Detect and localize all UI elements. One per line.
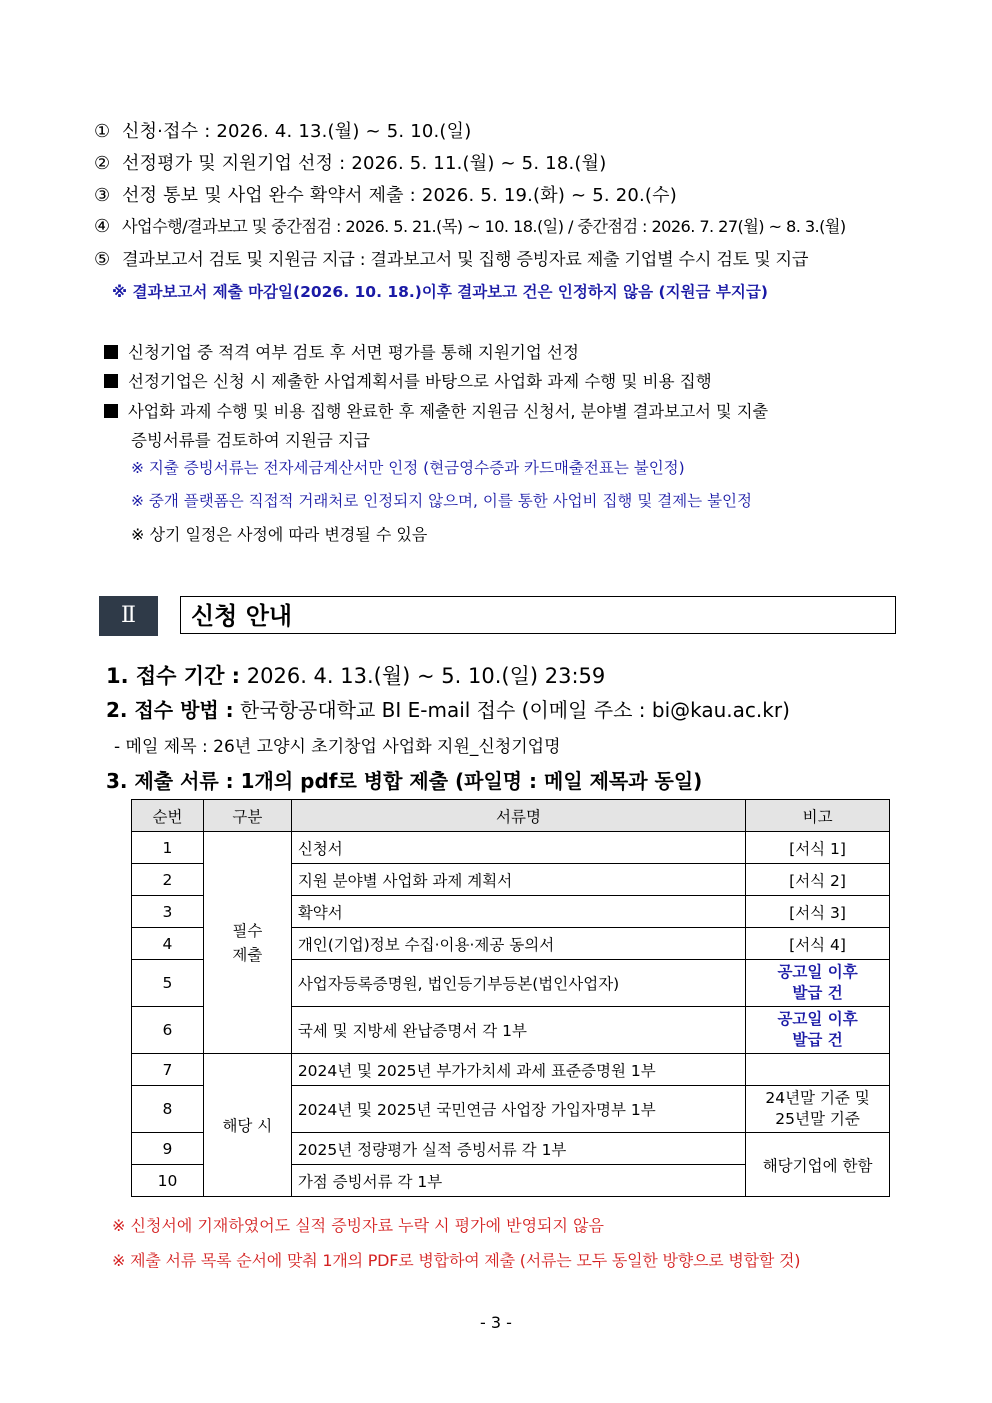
table-header-row (132, 800, 890, 832)
footnote-2: ※ 제출 서류 목록 순서에 맞춰 1개의 PDF로 병합하여 제출 (서류는 모두 동일한 방향으로 병합할 것) (112, 1251, 801, 1270)
item-period: 1. 접수 기간 : 2026. 4. 13.(월) ~ 5. 10.(일) 23:59 (106, 664, 606, 688)
group-applicable: 해당 시 (203, 1054, 291, 1197)
item-documents: 3. 제출 서류 : 1개의 pdf로 병합 제출 (파일명 : 메일 제목과 동일) (106, 769, 703, 793)
table-row: 10 가점 증빙서류 각 1부 (132, 1165, 890, 1197)
section-title: 신청 안내 (180, 596, 896, 634)
bullet-2: 선정기업은 신청 시 제출한 사업계획서를 바탕으로 사업화 과제 수행 및 비용 집행 (104, 368, 712, 392)
schedule-note: ※ 결과보고서 제출 마감일(2026. 10. 18.)이후 결과보고 건은 인정하지 않음 (지원금 부지급) (112, 283, 768, 301)
documents-table (131, 799, 890, 1197)
item-method: 2. 접수 방법 : 한국항공대학교 BI E-mail 접수 (이메일 주소 : bi@kau.ac.kr) (106, 698, 790, 722)
bullet-3: 사업화 과제 수행 및 비용 집행 완료한 후 제출한 지원금 신청서, 분야별 결과보고서 및 지출 (104, 398, 768, 422)
bullet-1: 신청기업 중 적격 여부 검토 후 서면 평가를 통해 지원기업 선정 (104, 339, 579, 363)
table-row: 9 2025년 정량평가 실적 증빙서류 각 1부 해당기업에 한함 (132, 1133, 890, 1165)
footnote-1: ※ 신청서에 기재하였어도 실적 증빙자료 누락 시 평가에 반영되지 않음 (112, 1216, 604, 1235)
header-remark: 비고 (746, 800, 890, 832)
table-row: 4 개인(기업)정보 수집·이용·제공 동의서 [서식 4] (132, 928, 890, 960)
mail-subject: - 메일 제목 : 26년 고양시 초기창업 사업화 지원_신청기업명 (114, 737, 561, 757)
schedule-item-5: ⑤ 결과보고서 검토 및 지원금 지급 : 결과보고서 및 집행 증빙자료 제출 기업별 수시 검토 및 지급 (94, 249, 809, 270)
group-required: 필수 제출 (203, 832, 291, 1054)
table-row: 7 해당 시 2024년 및 2025년 부가가치세 과세 표준증명원 1부 (132, 1054, 890, 1086)
schedule-item-2: ② 선정평가 및 지원기업 선정 : 2026. 5. 11.(월) ~ 5. 18.(월) (94, 153, 607, 174)
header-document: 서류명 (291, 800, 745, 832)
note-3: ※ 상기 일정은 사정에 따라 변경될 수 있음 (131, 525, 428, 544)
schedule-item-3: ③ 선정 통보 및 사업 완수 확약서 제출 : 2026. 5. 19.(화) ~ 5. 20.(수) (94, 185, 677, 206)
bullet-3-continued: 증빙서류를 검토하여 지원금 지급 (131, 431, 370, 450)
page-number: - 3 - (480, 1313, 512, 1332)
table-row: 1 필수 제출 신청서 [서식 1] (132, 832, 890, 864)
table-row: 6 국세 및 지방세 완납증명서 각 1부 공고일 이후 발급 건 (132, 1007, 890, 1054)
table-row: 5 사업자등록증명원, 법인등기부등본(법인사업자) 공고일 이후 발급 건 (132, 960, 890, 1007)
table-row: 8 2024년 및 2025년 국민연금 사업장 가입자명부 1부 24년말 기준 및 25년말 기준 (132, 1086, 890, 1133)
header-no: 순번 (132, 800, 204, 832)
schedule-item-1: ① 신청·접수 : 2026. 4. 13.(월) ~ 5. 10.(일) (94, 121, 472, 142)
table-row: 2 지원 분야별 사업화 과제 계획서 [서식 2] (132, 864, 890, 896)
section-number: Ⅱ (99, 596, 158, 636)
header-category: 구분 (203, 800, 291, 832)
table-row: 3 확약서 [서식 3] (132, 896, 890, 928)
schedule-item-4: ④ 사업수행/결과보고 및 중간점검 : 2026. 5. 21.(목) ~ 10. 18.(일) / 중간점검 : 2026. 7. 27(월) ~ 8. 3.(월) (94, 216, 846, 237)
note-2: ※ 중개 플랫폼은 직접적 거래처로 인정되지 않으며, 이를 통한 사업비 집행 및 결제는 불인정 (131, 492, 752, 510)
note-1: ※ 지출 증빙서류는 전자세금계산서만 인정 (현금영수증과 카드매출전표는 불인정) (131, 459, 685, 477)
